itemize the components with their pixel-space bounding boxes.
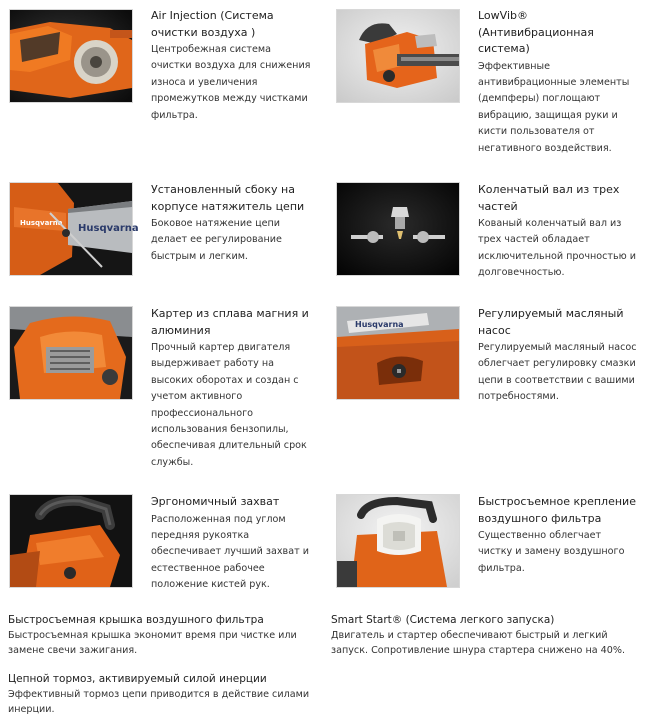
ergonomic-grip-photo	[9, 494, 133, 588]
feature-title: LowVib® (Антивибрационная система)	[478, 9, 594, 55]
feature-description: Двигатель и стартер обеспечивают быстрый и легкий запуск. Сопротивление шнура стартера снижено на 40%.	[331, 630, 626, 656]
feature-title: Smart Start® (Система легкого запуска)	[331, 614, 555, 626]
feature-description: Кованый коленчатый вал из трех частей обладает исключительной прочностью и долговечностью.	[478, 218, 637, 279]
feature-description: Расположенная под углом передняя рукоятка обеспечивает лучший захват и естественное рабочее положение кистей рук.	[151, 513, 309, 591]
chain-tensioner-photo	[9, 182, 139, 276]
feature-title: Цепной тормоз, активируемый силой инерции	[8, 673, 267, 685]
feature-title: Air Injection (Система очистки воздуха )	[151, 9, 274, 39]
chainsaw-air-injection-photo	[9, 9, 133, 103]
husqvarna-logo-text: Husqvarna	[355, 320, 404, 329]
air-filter-photo	[336, 494, 460, 588]
feature-title: Быстросъемная крышка воздушного фильтра	[8, 614, 264, 626]
feature-smart-start	[331, 613, 641, 658]
feature-description: Центробежная система очистки воздуха для снижения износа и увеличения промежутков между чистками фильтра.	[151, 44, 311, 121]
feature-title: Быстросъемное крепление воздушного фильтра	[478, 495, 636, 525]
feature-title: Картер из сплава магния и алюминия	[151, 307, 309, 337]
oil-pump-photo	[336, 306, 460, 400]
feature-description: Регулируемый масляный насос облегчает регулировку смазки цепи в соответствии с вашими потребностями.	[478, 342, 637, 403]
feature-title: Регулируемый масляный насос	[478, 307, 624, 337]
feature-description: Прочный картер двигателя выдерживает работу на высоких оборотах и создан с учетом активного профессионального использования бензопилы, обеспечивая длительный срок службы.	[151, 342, 307, 468]
feature-description: Существенно облегчает чистку и замену воздушного фильтра.	[478, 530, 625, 574]
feature-title: Установленный сбоку на корпусе натяжитель цепи	[151, 183, 305, 213]
feature-quick-release-cover	[8, 613, 318, 658]
feature-description: Боковое натяжение цепи делает ее регулирование быстрым и легким.	[151, 218, 282, 262]
crankshaft-photo	[336, 182, 460, 276]
feature-title: Коленчатый вал из трех частей	[478, 183, 620, 213]
feature-description: Эффективные антивибрационные элементы (демпферы) поглощают вибрацию, защищая руки и кисти пользователя от негативного воздействия.	[478, 60, 630, 154]
feature-description: Эффективный тормоз цепи приводится в действие силами инерции.	[8, 689, 310, 715]
feature-title: Эргономичный захват	[151, 495, 280, 508]
feature-description: Быстросъемная крышка экономит время при чистке или замене свечи зажигания.	[8, 630, 297, 656]
feature-inertia-chain-brake	[8, 672, 318, 717]
chainsaw-lowvib-photo	[336, 9, 460, 103]
husqvarna-bar-logo-text: Husqvarna	[78, 223, 139, 234]
crankcase-photo	[9, 306, 133, 400]
husqvarna-logo-text: Husqvarna	[20, 219, 63, 227]
